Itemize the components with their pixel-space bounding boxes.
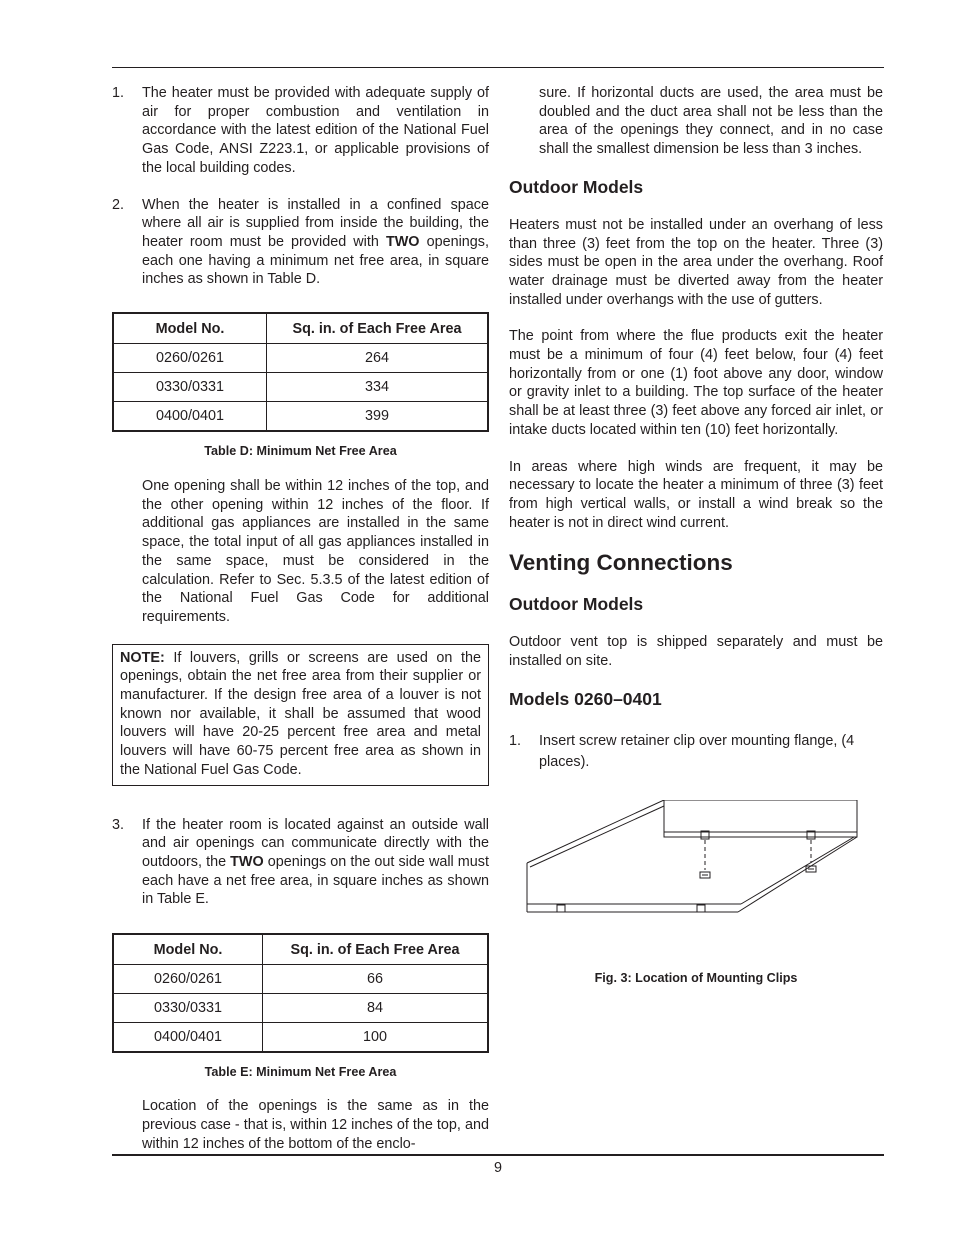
figure-caption: Fig. 3: Location of Mounting Clips bbox=[594, 970, 798, 985]
table-cell: 0400/0401 bbox=[113, 402, 267, 432]
paragraph-vent-top: Outdoor vent top is shipped separately and must be installed on site. bbox=[509, 634, 883, 670]
paragraph-location: Location of the openings is the same as in the previous case - that is, within 12 inches of the top, and within 12 inches of the bottom of the enclo- bbox=[142, 1098, 489, 1152]
table-cell: 0330/0331 bbox=[113, 373, 267, 402]
table-cell: 0330/0331 bbox=[113, 994, 263, 1023]
left-column bbox=[112, 84, 489, 1153]
list-number: 2. bbox=[112, 196, 125, 213]
table-header: Model No. bbox=[113, 934, 263, 965]
table-header: Sq. in. of Each Free Area bbox=[263, 934, 489, 965]
heading-outdoor-models: Outdoor Models bbox=[509, 176, 644, 197]
list-number: 1. bbox=[112, 85, 125, 101]
heading-outdoor-models-2: Outdoor Models bbox=[509, 594, 644, 615]
emphasis-two: TWO bbox=[385, 233, 420, 250]
table-row bbox=[113, 994, 488, 1023]
paragraph-wind: In areas where high winds are frequent, it may be necessary to locate the heater a minimum of three (3) feet from high vertical walls, or install a wind break so the heater is not in direct wind current. bbox=[509, 458, 883, 531]
table-row bbox=[113, 965, 488, 994]
paragraph-continued: sure. If horizontal ducts are used, the area must be doubled and the duct area shall not be less than the area of the openings they connect, and in no case shall the smallest dimension be less than 3 inches. bbox=[539, 85, 883, 158]
bottom-rule bbox=[112, 1154, 884, 1156]
table-cell: 84 bbox=[263, 994, 489, 1023]
paragraph-overhang: Heaters must not be installed under an overhang of less than three (3) feet from the top on the heater. Three (3) sides must be open in the area under the overhang. Roof water drainage must be diverted away from the heater installed under overhangs with the use of gutters. bbox=[509, 216, 883, 308]
table-e bbox=[112, 933, 489, 1053]
list-item-3 bbox=[112, 816, 489, 910]
table-cell: 0260/0261 bbox=[113, 965, 263, 994]
emphasis-two: TWO bbox=[230, 853, 264, 870]
table-cell: 334 bbox=[267, 373, 489, 402]
table-row bbox=[113, 373, 488, 402]
table-cell: 399 bbox=[267, 402, 489, 432]
table-cell: 264 bbox=[267, 344, 489, 373]
table-row bbox=[113, 344, 488, 373]
right-column bbox=[509, 84, 883, 986]
paragraph-flue: The point from where the flue products exit the heater must be a minimum of four (4) feet below, four (4) feet horizontally from or one (1) foot above any door, window or gravity inlet to a building. The top surface of the heater shall be at least three (3) feet above any forced air inlet, or intake ducts located within ten (10) feet horizontally. bbox=[509, 328, 883, 438]
page-number: 9 bbox=[493, 1160, 502, 1176]
list-item-text: openings on the out side wall must each have a net free area, in square inches as shown in Table E. bbox=[142, 853, 489, 908]
list-item-text: When the heater is installed in a confined space where all air is supplied from inside the building, the heater room must be provided with bbox=[142, 196, 489, 250]
table-row bbox=[113, 402, 488, 432]
list-item-text: openings, each one having a minimum net free area, in square inches as shown in Table D. bbox=[142, 233, 489, 288]
table-header: Model No. bbox=[113, 313, 267, 344]
table-cell: 0400/0401 bbox=[113, 1023, 263, 1053]
mounting-clips-figure bbox=[509, 800, 883, 960]
table-d bbox=[112, 312, 489, 432]
step-1 bbox=[509, 731, 883, 773]
table-e-caption: Table E: Minimum Net Free Area bbox=[204, 1065, 397, 1080]
list-number: 1. bbox=[509, 732, 522, 749]
table-cell: 0260/0261 bbox=[113, 344, 267, 373]
table-header: Sq. in. of Each Free Area bbox=[267, 313, 489, 344]
heading-models-range: Models 0260–0401 bbox=[509, 688, 662, 709]
heading-venting-connections: Venting Connections bbox=[509, 550, 733, 576]
paragraph-opening-location: One opening shall be within 12 inches of the top, and the other opening within 12 inches of the floor. If additional gas appliances are installed in the same space, the total input of all gas appliances installed in the same space, must be considered in the calculation. Refer to Sec. 5.3.5 of the latest edition of the National Fuel Gas Code for additional requirements. bbox=[142, 478, 489, 625]
note-label: NOTE: bbox=[120, 649, 165, 666]
table-d-caption: Table D: Minimum Net Free Area bbox=[204, 444, 397, 459]
list-item-2 bbox=[112, 196, 489, 290]
list-item-1 bbox=[112, 84, 489, 178]
list-item-text: If the heater room is located against an outside wall and air openings can communicate directly with the outdoors, the bbox=[142, 816, 489, 870]
top-rule bbox=[112, 67, 884, 68]
table-cell: 100 bbox=[263, 1023, 489, 1053]
table-cell: 66 bbox=[263, 965, 489, 994]
note-box bbox=[112, 644, 489, 786]
table-row bbox=[113, 1023, 488, 1053]
note-text: If louvers, grills or screens are used on the openings, obtain the net free area from their supplier or manufacturer. If the design free area of a louver is not known nor available, it shall be assumed that wood louvers will have 20-25 percent free area and metal louvers will have 60-75 percent free area as shown in the National Fuel Gas Code. bbox=[120, 649, 481, 778]
step-text: Insert screw retainer clip over mounting flange, (4 places). bbox=[539, 732, 855, 770]
list-item-text: The heater must be provided with adequate supply of air for proper combustion and ventilation in accordance with the latest edition of the National Fuel Gas Code, ANSI Z223.1, or applicable provisions of the local building codes. bbox=[142, 85, 489, 176]
list-number: 3. bbox=[112, 816, 125, 833]
